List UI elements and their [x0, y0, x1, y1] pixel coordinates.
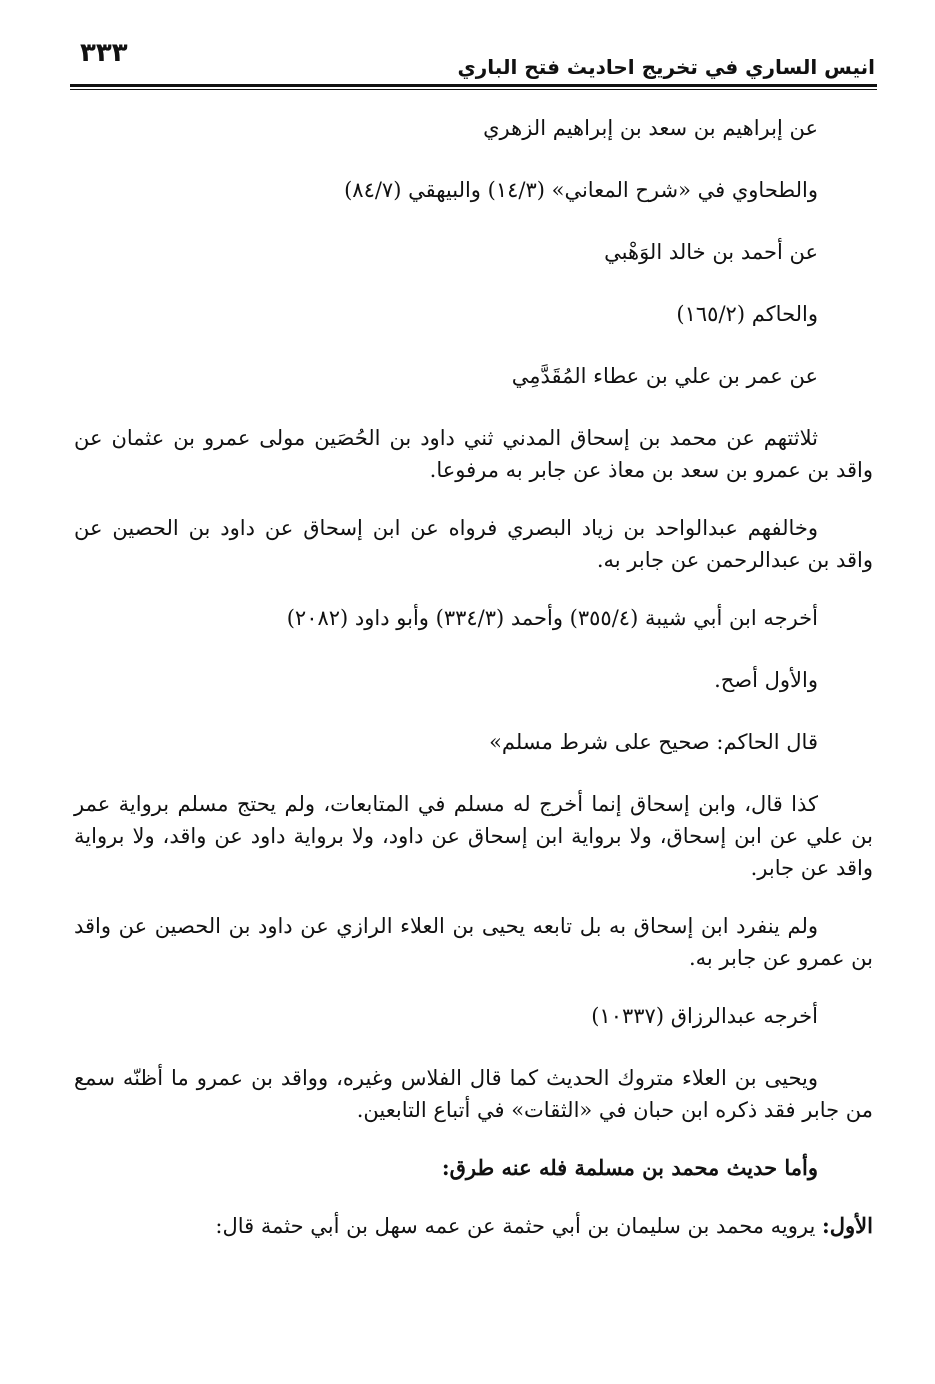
item-lead: الأول: [822, 1213, 873, 1238]
text-line: قال الحاكم: صحيح على شرط مسلم» [489, 730, 818, 754]
paragraph: ثلاثتهم عن محمد بن إسحاق المدني ثني داود بن الحُصَين مولى عمرو بن عثمان عن واقد بن عمرو بن سعد بن معاذ عن جابر به مرفوعا. [74, 426, 873, 482]
running-title: انيس الساري في تخريج احاديث فتح الباري [457, 55, 875, 79]
text-line: أخرجه عبدالرزاق (١٠٣٣٧) [591, 1004, 818, 1028]
item-text: يرويه محمد بن سليمان بن أبي حثمة عن عمه سهل بن أبي حثمة قال: [215, 1214, 823, 1238]
text-line: والحاكم (١٦٥/٢) [676, 302, 818, 326]
paragraph: وخالفهم عبدالواحد بن زياد البصري فرواه عن ابن إسحاق عن داود بن الحصين عن واقد بن عبدالرحمن عن جابر به. [74, 516, 873, 572]
text-line: أخرجه ابن أبي شيبة (٣٥٥/٤) وأحمد (٣٣٤/٣) وأبو داود (٢٠٨٢) [286, 606, 818, 630]
text-line: عن أحمد بن خالد الوَهْبي [604, 240, 818, 264]
text-line: والطحاوي في «شرح المعاني» (١٤/٣) والبيهقي (٨٤/٧) [344, 178, 818, 202]
text-line: عن عمر بن علي بن عطاء المُقَدَّمِي [511, 364, 818, 388]
body-text [74, 112, 873, 1242]
text-line: عن إبراهيم بن سعد بن إبراهيم الزهري [483, 116, 818, 140]
header-rule-thick [70, 84, 877, 87]
page-number: ٣٣٣ [80, 38, 128, 68]
paragraph: ويحيى بن العلاء متروك الحديث كما قال الفلاس وغيره، وواقد بن عمرو ما أظنّه سمع من جابر فقد ذكره ابن حبان في «الثقات» في أتباع التابعين. [74, 1066, 873, 1122]
header-rule-thin [70, 89, 877, 90]
page-header [70, 36, 875, 82]
section-heading: وأما حديث محمد بن مسلمة فله عنه طرق: [441, 1155, 818, 1180]
paragraph: ولم ينفرد ابن إسحاق به بل تابعه يحيى بن العلاء الرازي عن داود بن الحصين عن واقد بن عمرو عن جابر به. [74, 914, 873, 970]
text-line [74, 1210, 873, 1242]
paragraph: كذا قال، وابن إسحاق إنما أخرج له مسلم في المتابعات، ولم يحتج مسلم برواية عمر بن علي عن ابن إسحاق، ولا برواية ابن إسحاق عن داود، ولا برواية داود عن واقد، ولا برواية واقد عن جابر. [74, 792, 873, 880]
text-line: والأول أصح. [714, 668, 818, 692]
